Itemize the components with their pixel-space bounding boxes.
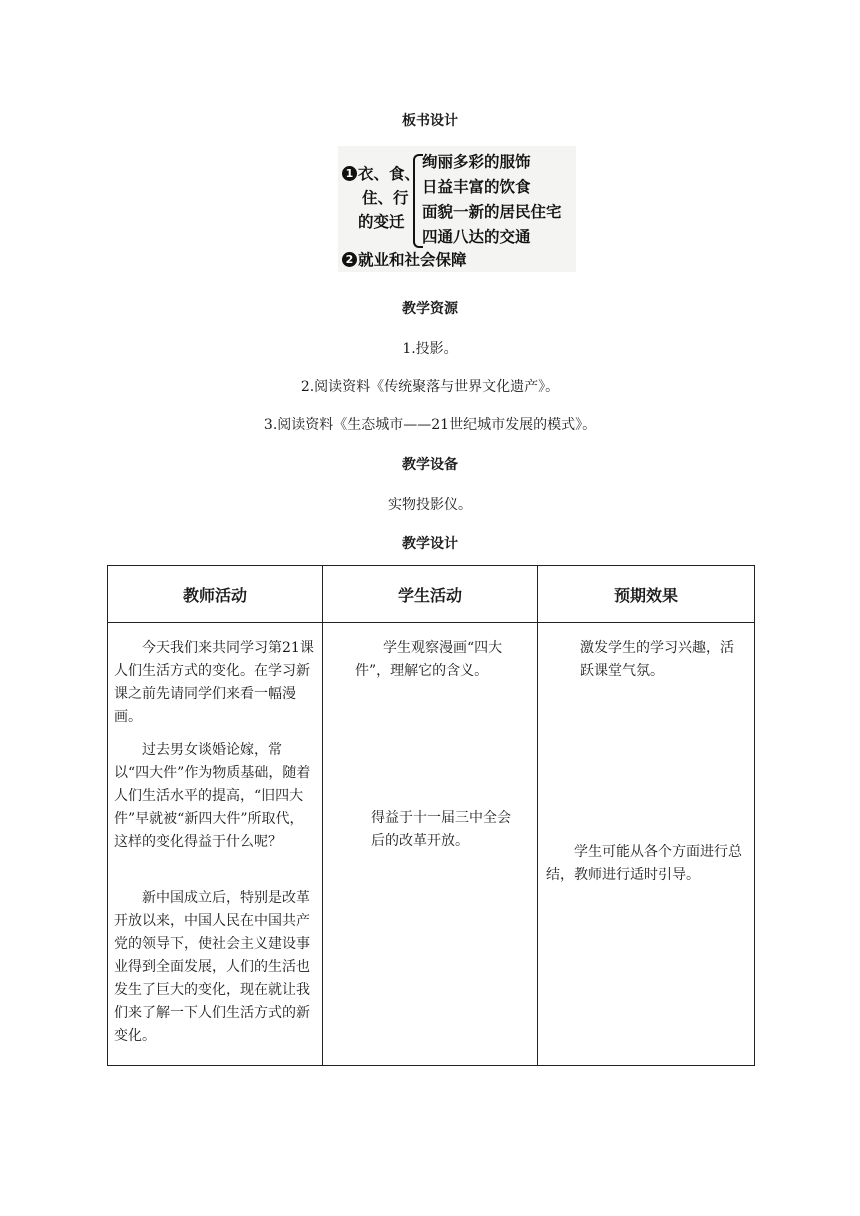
teacher-paragraph: 过去男女谈婚论嫁，常以“四大件”作为物质基础，随着人们生活水平的提高，“旧四大件”早就被“新四大件”所取代，这样的变化得益于什么呢？ bbox=[114, 742, 311, 850]
column-header-teacher: 教师活动 bbox=[108, 566, 323, 623]
table-header-row bbox=[108, 566, 755, 623]
board-subitem: 绚丽多彩的服饰 bbox=[422, 153, 531, 171]
resource-item-2: 2.阅读资料《传统聚落与世界文化遗产》。 bbox=[300, 379, 560, 395]
resources-heading: 教学资源 bbox=[402, 301, 458, 317]
design-table bbox=[107, 565, 755, 1066]
board-design-image bbox=[338, 146, 576, 272]
student-activity-cell bbox=[323, 623, 538, 1066]
board-subitem: 四通八达的交通 bbox=[422, 228, 531, 246]
table-row bbox=[108, 623, 755, 1066]
teacher-paragraph: 今天我们来共同学习第21课人们生活方式的变化。在学习新课之前先请同学们来看一幅漫画。 bbox=[114, 640, 314, 725]
resource-item-1: 1.投影。 bbox=[402, 341, 458, 357]
equipment-heading: 教学设备 bbox=[402, 457, 458, 473]
effect-paragraph: 学生可能从各个方面进行总结，教师进行适时引导。 bbox=[546, 844, 742, 883]
column-header-student: 学生活动 bbox=[323, 566, 538, 623]
student-paragraph: 学生观察漫画“四大件”，理解它的含义。 bbox=[355, 640, 503, 679]
number-2-badge: 2 bbox=[342, 252, 357, 267]
number-1-badge: 1 bbox=[342, 166, 357, 181]
board-item1-line3: 的变迁 bbox=[358, 213, 405, 231]
teacher-paragraph: 新中国成立后，特别是改革开放以来，中国人民在中国共产党的领导下，使社会主义建设事业得到全面发展，人们的生活也发生了巨大的变化，现在就让我们来了解一下人们生活方式的新变化。 bbox=[114, 890, 310, 1044]
equipment-text: 实物投影仪。 bbox=[388, 497, 472, 513]
column-header-effect: 预期效果 bbox=[538, 566, 755, 623]
resource-item-3: 3.阅读资料《生态城市——21世纪城市发展的模式》。 bbox=[263, 417, 597, 433]
student-paragraph: 得益于十一届三中全会后的改革开放。 bbox=[371, 810, 511, 849]
expected-effect-cell bbox=[538, 623, 755, 1066]
board-design-heading: 板书设计 bbox=[402, 113, 458, 129]
board-item1-line1: 衣、食、 bbox=[358, 165, 421, 183]
teacher-activity-cell bbox=[108, 623, 323, 1066]
board-subitem: 日益丰富的饮食 bbox=[422, 178, 531, 196]
board-item1-line2: 住、行 bbox=[362, 189, 409, 207]
board-item2-label: 就业和社会保障 bbox=[358, 251, 467, 269]
board-subitems bbox=[422, 150, 562, 250]
effect-paragraph: 激发学生的学习兴趣，活跃课堂气氛。 bbox=[580, 640, 734, 679]
board-item2 bbox=[342, 248, 467, 270]
board-subitem: 面貌一新的居民住宅 bbox=[422, 203, 562, 221]
design-heading: 教学设计 bbox=[402, 536, 458, 552]
